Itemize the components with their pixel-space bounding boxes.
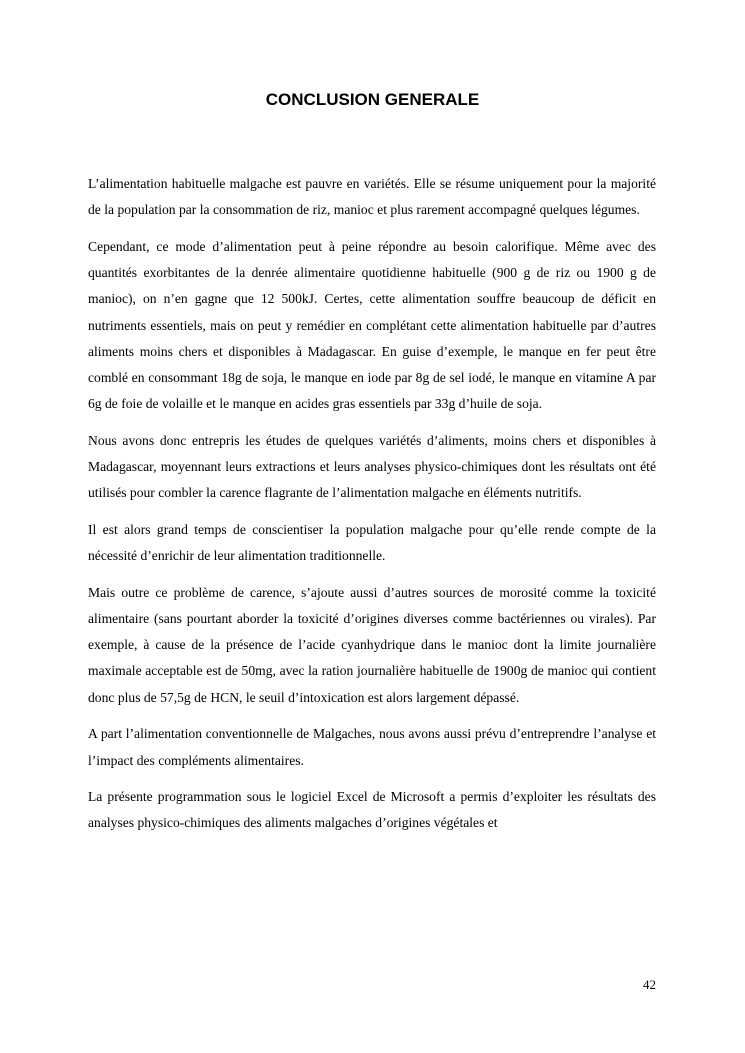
page-number: 42	[643, 977, 656, 992]
paragraph: L’alimentation habituelle malgache est pauvre en variétés. Elle se résume uniquement pour la majorité de la population par la consommation de riz, manioc et plus rarement accompagné quelques légumes.	[88, 176, 656, 218]
paragraph: La présente programmation sous le logiciel Excel de Microsoft a permis d’exploiter les résultats des analyses physico-chimiques des aliments malgaches d’origines végétales et	[88, 789, 656, 831]
page-title: CONCLUSION GENERALE	[265, 90, 480, 109]
paragraph: Il est alors grand temps de conscientiser la population malgache pour qu’elle rende compte de la nécessité d’enrichir de leur alimentation traditionnelle.	[88, 521, 656, 564]
paragraph: Cependant, ce mode d’alimentation peut à peine répondre au besoin calorifique. Même avec des quantités exorbitantes de la denrée alimentaire quotidienne habituelle (900 g de riz ou 1900 g de manioc), on n’en gagne que 12 500kJ. Certes, cette alimentation souffre beaucoup de déficit en nutriments essentiels, mais on peut y remédier en complétant cette alimentation habituelle par d’autres aliments moins chers et disponibles à Madagascar. En guise d’exemple, le manque en fer peut être comblé en consommant 18g de soja, le manque en iode par 8g de sel iodé, le manque en vitamine A par 6g de foie de volaille et le manque en acides gras essentiels par 33g d’huile de soja.	[88, 238, 656, 412]
paragraph: Mais outre ce problème de carence, s’ajoute aussi d’autres sources de morosité comme la toxicité alimentaire (sans pourtant aborder la toxicité d’origines diverses comme bactériennes ou virales). Par exemple, à cause de la présence de l’acide cyanhydrique dans le manioc dont la limite journalière maximale acceptable est de 50mg, avec la ration journalière habituelle de 1900g de manioc qui contient donc plus de 57,5g de HCN, le seuil d’intoxication est alors largement dépassé.	[88, 584, 656, 705]
paragraph: A part l’alimentation conventionnelle de Malgaches, nous avons aussi prévu d’entreprendre l’analyse et l’impact des compléments alimentaires.	[88, 726, 656, 768]
body-text	[88, 171, 656, 847]
paragraph: Nous avons donc entrepris les études de quelques variétés d’aliments, moins chers et disponibles à Madagascar, moyennant leurs extractions et leurs analyses physico-chimiques dont les résultats ont été utilisés pour combler la carence flagrante de l’alimentation malgache en éléments nutritifs.	[88, 432, 656, 501]
